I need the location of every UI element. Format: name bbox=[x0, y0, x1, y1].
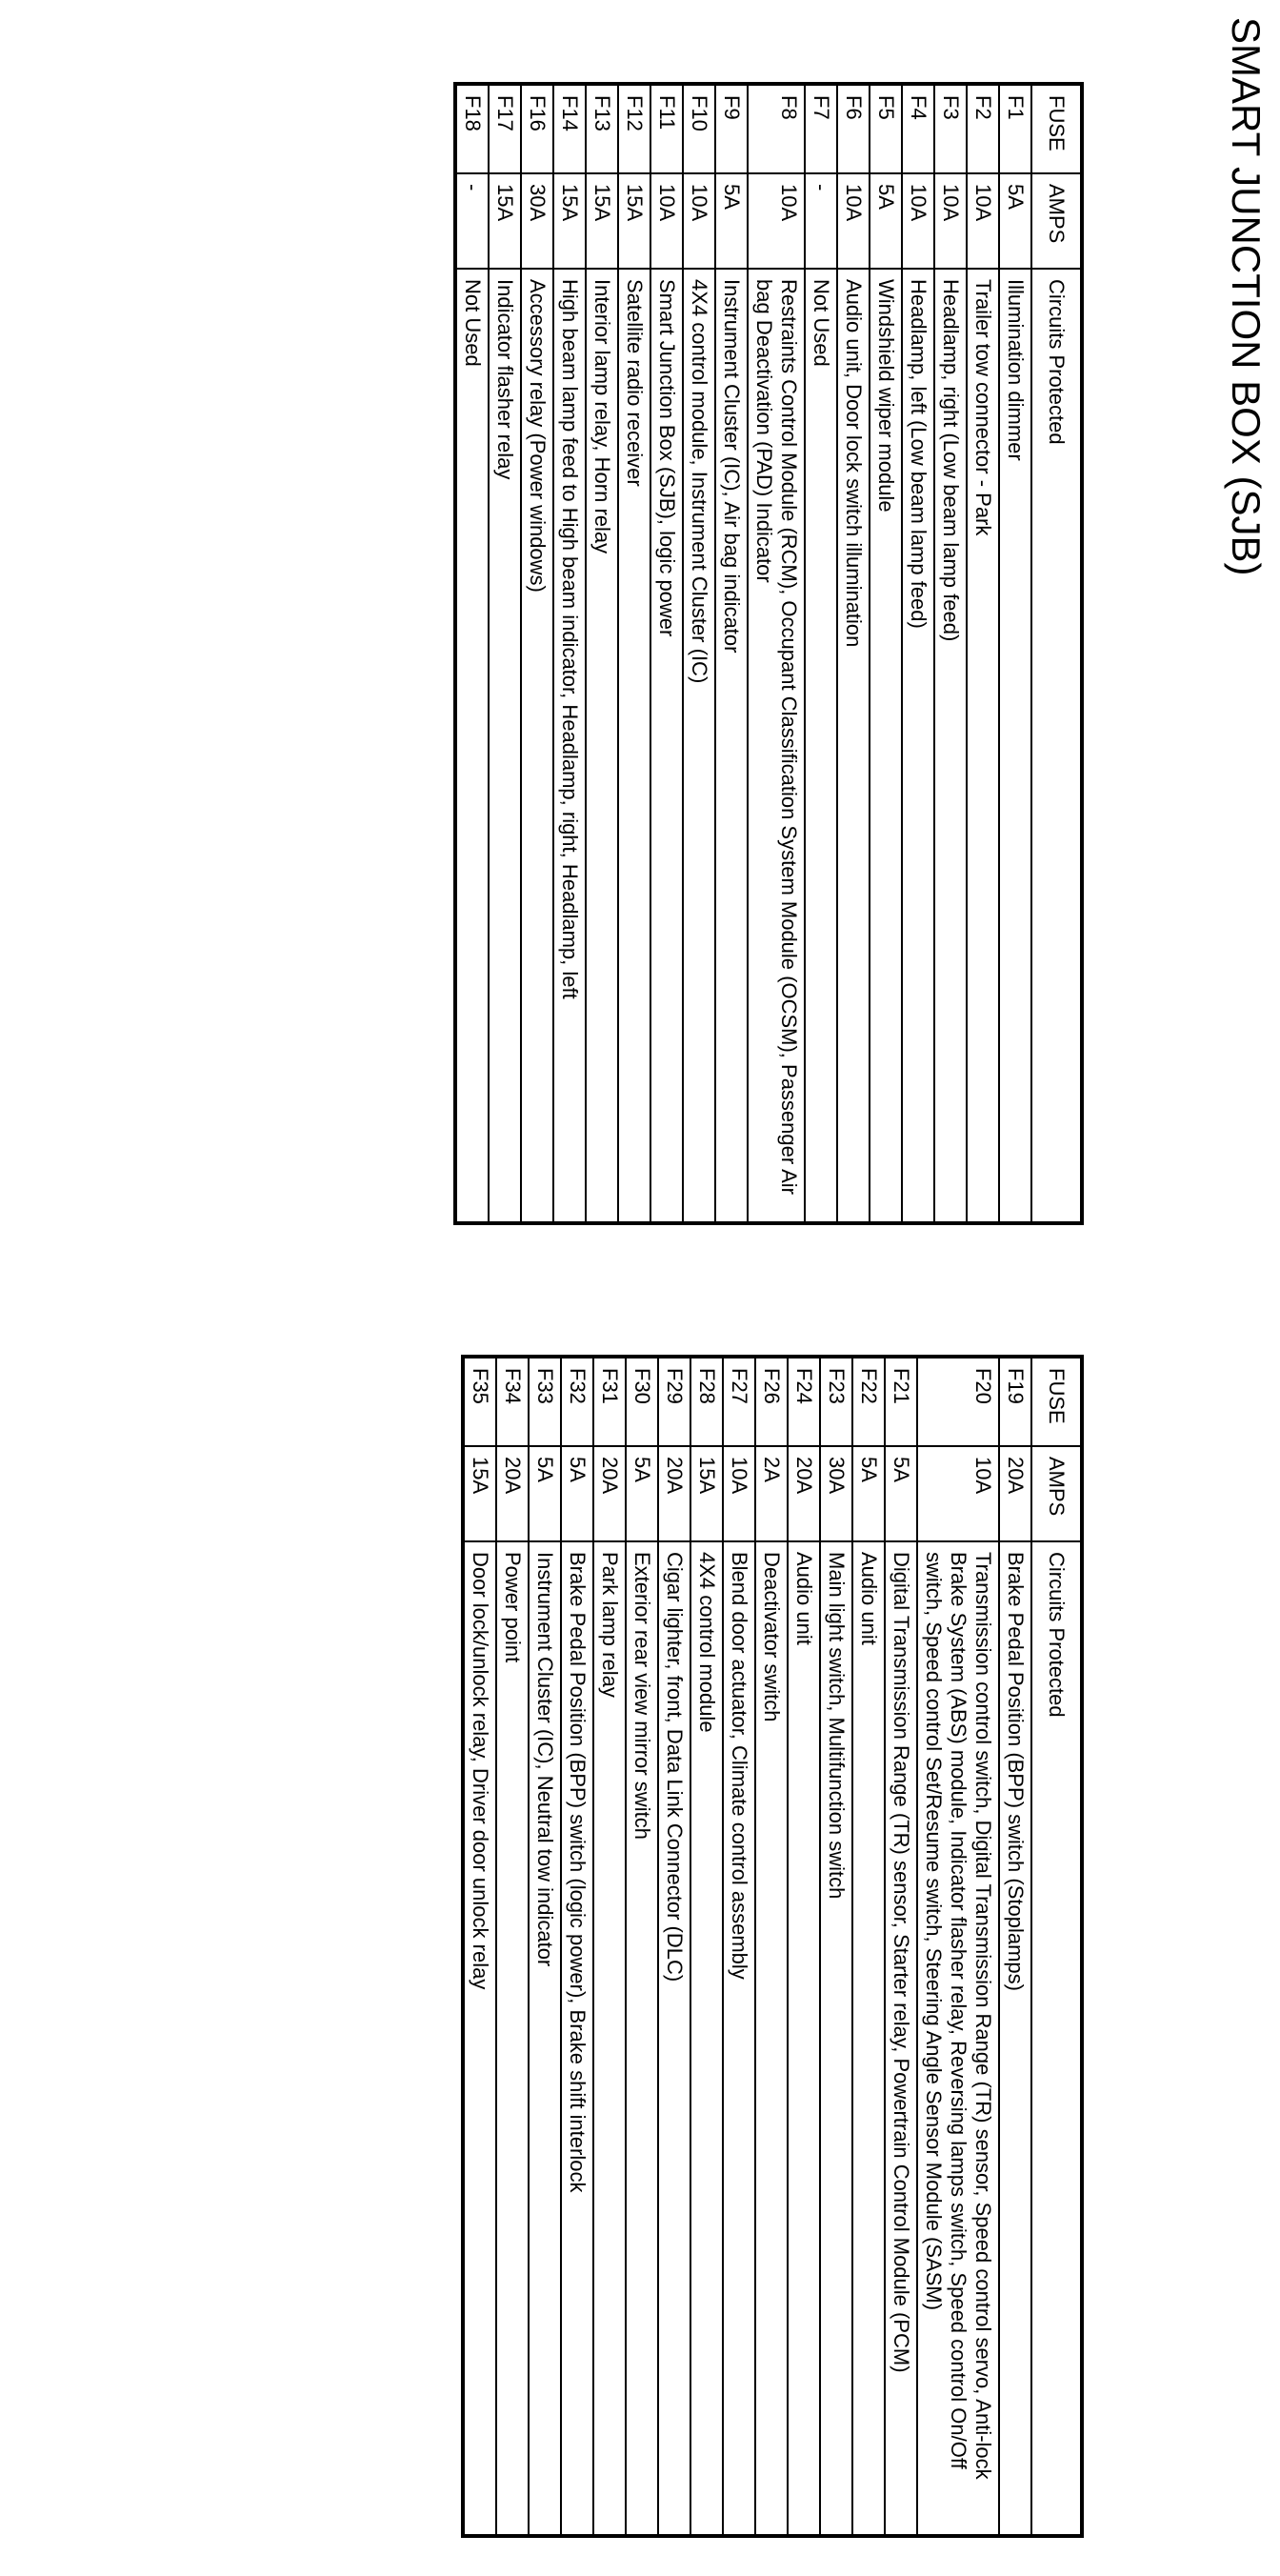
amps-cell: 10A bbox=[748, 173, 805, 269]
circuits-cell: Restraints Control Module (RCM), Occupant Classification System Module (OCSM), Passenger Air bag Deactivation (PAD) Indicator bbox=[748, 269, 805, 1223]
fuse-cell: F35 bbox=[463, 1357, 496, 1446]
amps-cell: 5A bbox=[885, 1446, 917, 1541]
circuits-cell: Audio unit bbox=[852, 1541, 885, 2536]
fuse-cell: F31 bbox=[593, 1357, 626, 1446]
table-row bbox=[496, 1357, 529, 2536]
circuits-cell: Illumination dimmer bbox=[999, 269, 1031, 1223]
amps-cell: 20A bbox=[788, 1446, 820, 1541]
table-row bbox=[626, 1357, 658, 2536]
table-row bbox=[683, 84, 715, 1223]
circuits-cell: Audio unit bbox=[788, 1541, 820, 2536]
circuits-cell: Park lamp relay bbox=[593, 1541, 626, 2536]
amps-cell: 15A bbox=[489, 173, 521, 269]
header-amps: AMPS bbox=[1031, 1446, 1082, 1541]
table-row bbox=[748, 84, 805, 1223]
circuits-cell: Trailer tow connector - Park bbox=[967, 269, 999, 1223]
table-row bbox=[917, 1357, 999, 2536]
table-row bbox=[723, 1357, 755, 2536]
amps-cell: 10A bbox=[650, 173, 683, 269]
table-row bbox=[967, 84, 999, 1223]
amps-cell: 30A bbox=[521, 173, 553, 269]
circuits-cell: Windshield wiper module bbox=[870, 269, 902, 1223]
fuse-cell: F9 bbox=[715, 84, 748, 173]
table-row bbox=[529, 1357, 561, 2536]
fuse-cell: F4 bbox=[902, 84, 934, 173]
amps-cell: 10A bbox=[967, 173, 999, 269]
amps-cell: 2A bbox=[755, 1446, 788, 1541]
fuse-table-2 bbox=[461, 1355, 1084, 2538]
circuits-cell: Indicator flasher relay bbox=[489, 269, 521, 1223]
circuits-cell: Brake Pedal Position (BPP) switch (logic power), Brake shift interlock bbox=[561, 1541, 593, 2536]
table-row bbox=[658, 1357, 690, 2536]
fuse-cell: F3 bbox=[934, 84, 967, 173]
circuits-cell: Satellite radio receiver bbox=[618, 269, 650, 1223]
fuse-cell: F29 bbox=[658, 1357, 690, 1446]
fuse-cell: F19 bbox=[999, 1357, 1031, 1446]
fuse-cell: F12 bbox=[618, 84, 650, 173]
amps-cell: 5A bbox=[529, 1446, 561, 1541]
table-row bbox=[650, 84, 683, 1223]
circuits-cell: Instrument Cluster (IC), Neutral tow indicator bbox=[529, 1541, 561, 2536]
table-row bbox=[521, 84, 553, 1223]
circuits-cell: Headlamp, left (Low beam lamp feed) bbox=[902, 269, 934, 1223]
amps-cell: 20A bbox=[999, 1446, 1031, 1541]
amps-cell: 5A bbox=[561, 1446, 593, 1541]
table-row bbox=[586, 84, 618, 1223]
amps-cell: 10A bbox=[683, 173, 715, 269]
circuits-cell: Interior lamp relay, Horn relay bbox=[586, 269, 618, 1223]
table-row bbox=[690, 1357, 723, 2536]
circuits-cell: Deactivator switch bbox=[755, 1541, 788, 2536]
amps-cell: 10A bbox=[902, 173, 934, 269]
table-row bbox=[553, 84, 586, 1223]
fuse-cell: F11 bbox=[650, 84, 683, 173]
circuits-cell: 4X4 control module bbox=[690, 1541, 723, 2536]
fuse-cell: F27 bbox=[723, 1357, 755, 1446]
circuits-cell: Blend door actuator, Climate control assembly bbox=[723, 1541, 755, 2536]
table-row bbox=[837, 84, 870, 1223]
table-row bbox=[788, 1357, 820, 2536]
table-row bbox=[999, 84, 1031, 1223]
amps-cell: - bbox=[455, 173, 489, 269]
table-row bbox=[618, 84, 650, 1223]
fuse-cell: F33 bbox=[529, 1357, 561, 1446]
amps-cell: 20A bbox=[496, 1446, 529, 1541]
fuse-cell: F30 bbox=[626, 1357, 658, 1446]
table-row bbox=[593, 1357, 626, 2536]
page-title: SMART JUNCTION BOX (SJB) bbox=[1224, 17, 1269, 576]
fuse-cell: F2 bbox=[967, 84, 999, 173]
amps-cell: 10A bbox=[917, 1446, 999, 1541]
amps-cell: 5A bbox=[852, 1446, 885, 1541]
circuits-cell: Cigar lighter, front, Data Link Connector (DLC) bbox=[658, 1541, 690, 2536]
amps-cell: 15A bbox=[618, 173, 650, 269]
header-circuits: Circuits Protected bbox=[1031, 1541, 1082, 2536]
table-header-row bbox=[1031, 1357, 1082, 2536]
fuse-cell: F32 bbox=[561, 1357, 593, 1446]
circuits-cell: Exterior rear view mirror switch bbox=[626, 1541, 658, 2536]
fuse-cell: F28 bbox=[690, 1357, 723, 1446]
amps-cell: 10A bbox=[837, 173, 870, 269]
amps-cell: 15A bbox=[690, 1446, 723, 1541]
fuse-cell: F1 bbox=[999, 84, 1031, 173]
table-row bbox=[715, 84, 748, 1223]
table-row bbox=[902, 84, 934, 1223]
fuse-cell: F6 bbox=[837, 84, 870, 173]
amps-cell: - bbox=[805, 173, 837, 269]
fuse-cell: F23 bbox=[820, 1357, 852, 1446]
table-row bbox=[805, 84, 837, 1223]
amps-cell: 5A bbox=[626, 1446, 658, 1541]
circuits-cell: Brake Pedal Position (BPP) switch (Stoplamps) bbox=[999, 1541, 1031, 2536]
amps-cell: 10A bbox=[934, 173, 967, 269]
fuse-cell: F16 bbox=[521, 84, 553, 173]
fuse-table-1 bbox=[453, 82, 1084, 1225]
circuits-cell: Accessory relay (Power windows) bbox=[521, 269, 553, 1223]
table-row bbox=[463, 1357, 496, 2536]
circuits-cell: Instrument Cluster (IC), Air bag indicator bbox=[715, 269, 748, 1223]
fuse-cell: F21 bbox=[885, 1357, 917, 1446]
fuse-cell: F14 bbox=[553, 84, 586, 173]
table-row bbox=[455, 84, 489, 1223]
table-row bbox=[852, 1357, 885, 2536]
amps-cell: 15A bbox=[553, 173, 586, 269]
table-row bbox=[820, 1357, 852, 2536]
circuits-cell: Power point bbox=[496, 1541, 529, 2536]
fuse-cell: F8 bbox=[748, 84, 805, 173]
fuse-cell: F5 bbox=[870, 84, 902, 173]
table-row bbox=[934, 84, 967, 1223]
fuse-cell: F34 bbox=[496, 1357, 529, 1446]
header-circuits: Circuits Protected bbox=[1031, 269, 1082, 1223]
circuits-cell: Audio unit, Door lock switch illumination bbox=[837, 269, 870, 1223]
amps-cell: 20A bbox=[658, 1446, 690, 1541]
amps-cell: 30A bbox=[820, 1446, 852, 1541]
table-row bbox=[561, 1357, 593, 2536]
fuse-cell: F24 bbox=[788, 1357, 820, 1446]
table-row bbox=[885, 1357, 917, 2536]
circuits-cell: Transmission control switch, Digital Transmission Range (TR) sensor, Speed control servo, Anti-lock Brake System (ABS) module, Indicator flasher relay, Reversing lamps switch, Speed control On/Off switch, Speed control Set/Resume switch, Steering Angle Sensor Module (SASM) bbox=[917, 1541, 999, 2536]
fuse-cell: F17 bbox=[489, 84, 521, 173]
amps-cell: 15A bbox=[586, 173, 618, 269]
circuits-cell: Smart Junction Box (SJB), logic power bbox=[650, 269, 683, 1223]
circuits-cell: Headlamp, right (Low beam lamp feed) bbox=[934, 269, 967, 1223]
fuse-cell: F18 bbox=[455, 84, 489, 173]
amps-cell: 15A bbox=[463, 1446, 496, 1541]
table-row bbox=[999, 1357, 1031, 2536]
circuits-cell: Main light switch, Multifunction switch bbox=[820, 1541, 852, 2536]
circuits-cell: Not Used bbox=[805, 269, 837, 1223]
amps-cell: 20A bbox=[593, 1446, 626, 1541]
fuse-cell: F13 bbox=[586, 84, 618, 173]
circuits-cell: Digital Transmission Range (TR) sensor, Starter relay, Powertrain Control Module (PCM) bbox=[885, 1541, 917, 2536]
table-row bbox=[870, 84, 902, 1223]
fuse-cell: F22 bbox=[852, 1357, 885, 1446]
circuits-cell: Not Used bbox=[455, 269, 489, 1223]
amps-cell: 10A bbox=[723, 1446, 755, 1541]
header-amps: AMPS bbox=[1031, 173, 1082, 269]
amps-cell: 5A bbox=[715, 173, 748, 269]
fuse-cell: F26 bbox=[755, 1357, 788, 1446]
table-header-row bbox=[1031, 84, 1082, 1223]
amps-cell: 5A bbox=[999, 173, 1031, 269]
circuits-cell: High beam lamp feed to High beam indicator, Headlamp, right, Headlamp, left bbox=[553, 269, 586, 1223]
header-fuse: FUSE bbox=[1031, 84, 1082, 173]
circuits-cell: 4X4 control module, Instrument Cluster (IC) bbox=[683, 269, 715, 1223]
fuse-cell: F10 bbox=[683, 84, 715, 173]
table-row bbox=[755, 1357, 788, 2536]
fuse-cell: F20 bbox=[917, 1357, 999, 1446]
fuse-cell: F7 bbox=[805, 84, 837, 173]
circuits-cell: Door lock/unlock relay, Driver door unlock relay bbox=[463, 1541, 496, 2536]
table-row bbox=[489, 84, 521, 1223]
amps-cell: 5A bbox=[870, 173, 902, 269]
header-fuse: FUSE bbox=[1031, 1357, 1082, 1446]
